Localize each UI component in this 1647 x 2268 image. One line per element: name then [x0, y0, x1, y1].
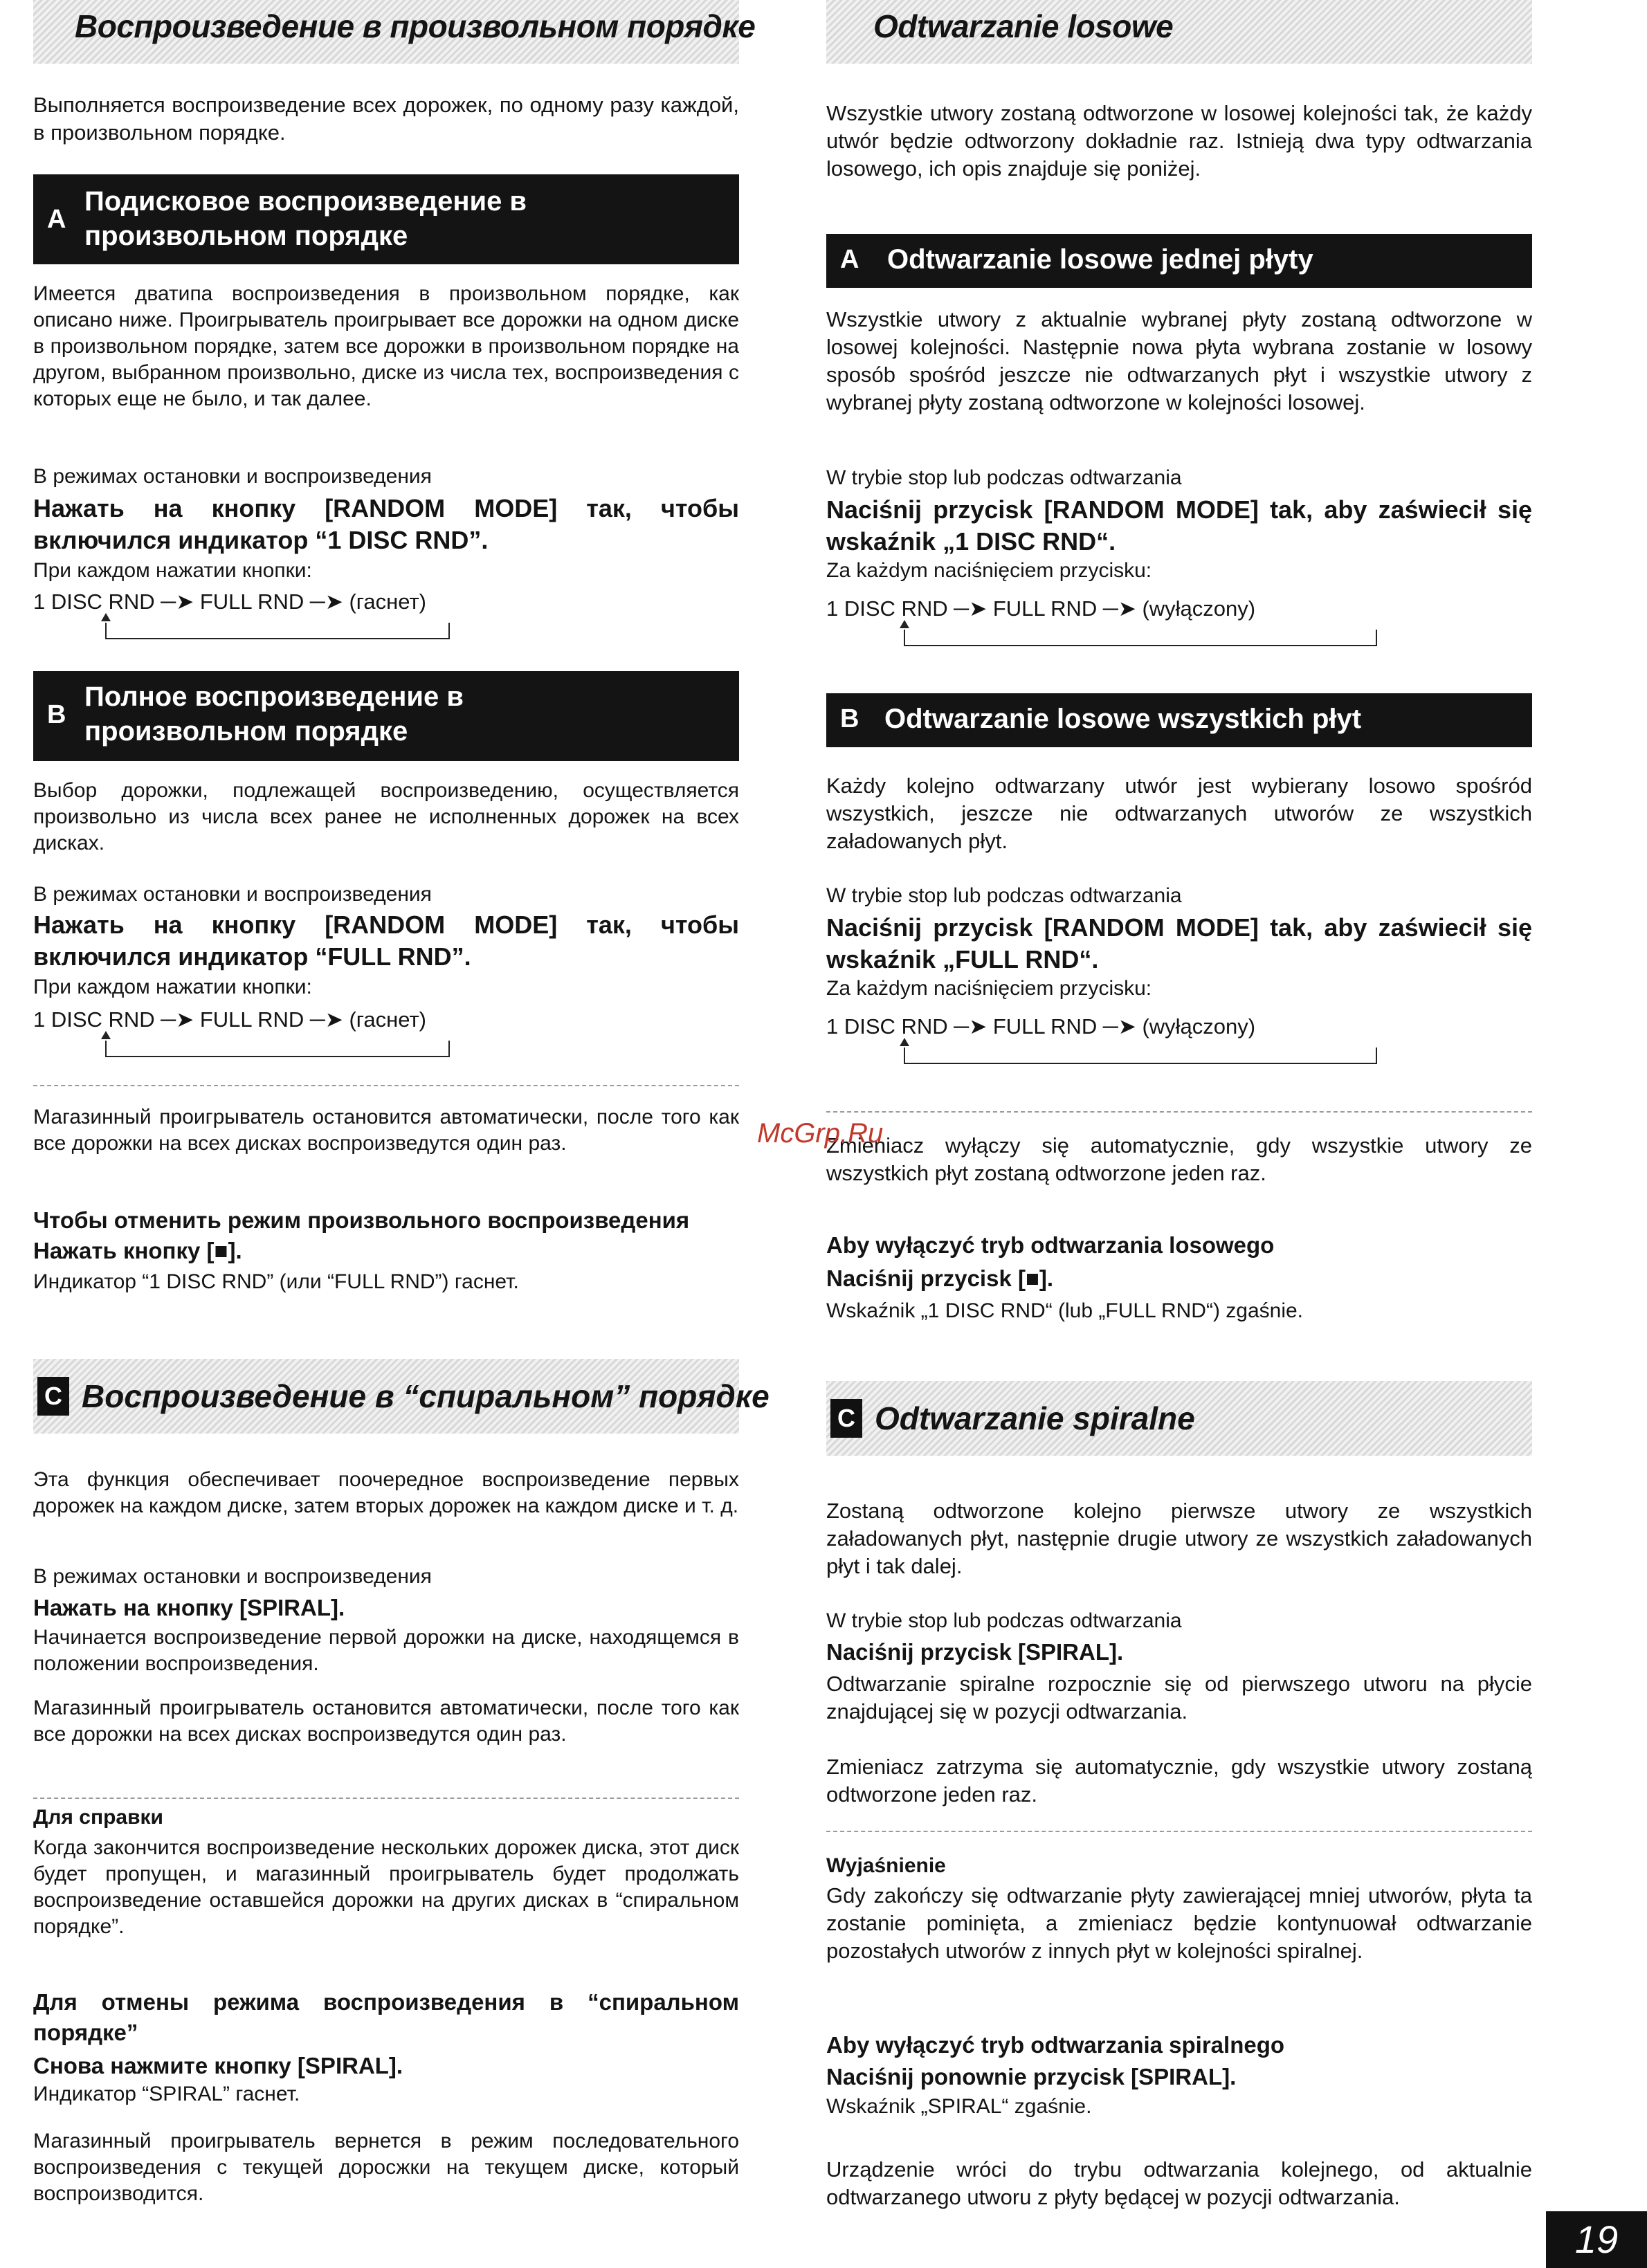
- page-title-pl: Odtwarzanie losowe: [826, 0, 1532, 64]
- section-b-sequence-pl: 1 DISC RND ─➤ FULL RND ─➤ (wyłączony): [826, 1014, 1256, 1039]
- section-a-sequence-ru: 1 DISC RND ─➤ FULL RND ─➤ (гаснет): [33, 589, 426, 614]
- cancel-press-pl: Naciśnij przycisk [■].: [826, 1265, 1054, 1291]
- cancel-heading-pl: Aby wyłączyć tryb odtwarzania losowego: [826, 1232, 1275, 1258]
- section-b-heading-line1: Полное воспроизведение в: [84, 682, 464, 712]
- section-b-letter: B: [47, 700, 66, 729]
- spiral-return-note-ru: Магазинный проигрыватель вернется в режим последовательного воспроизведения с текущей доросжки на текущем диске, который воспроизводится.: [33, 2130, 739, 2205]
- section-b-body-pl: Każdy kolejno odtwarzany utwór jest wybierany losowo spośród wszystkich, jeszcze nie odtwarzanych utworów ze wszystkich załadowanych płyt.: [826, 774, 1532, 853]
- section-b-each-press-pl: Za każdym naciśnięciem przycisku:: [826, 977, 1152, 1000]
- return-arrow-icon: [904, 630, 1377, 646]
- spiral-cancel-press-ru: Снова нажмите кнопку [SPIRAL].: [33, 2053, 403, 2078]
- section-c-mode-pl: W trybie stop lub podczas odtwarzania: [826, 1609, 1182, 1632]
- section-b-letter: B: [840, 704, 859, 733]
- section-a-mode-ru: В режимах остановки и воспроизведения: [33, 465, 432, 488]
- cancel-note-ru: Индикатор “1 DISC RND” (или “FULL RND”) гаснет.: [33, 1270, 519, 1293]
- return-arrow-icon: [904, 1048, 1377, 1064]
- section-a-mode-pl: W trybie stop lub podczas odtwarzania: [826, 466, 1182, 489]
- watermark: McGrp.Ru: [757, 1118, 884, 1149]
- page-title-ru: Воспроизведение в произвольном порядке: [33, 0, 739, 64]
- section-a-header-pl: [826, 234, 1532, 288]
- section-c-title-pl: Odtwarzanie spiralne: [875, 1400, 1195, 1436]
- section-a-header-ru: [33, 174, 739, 264]
- section-a-letter: A: [840, 245, 859, 274]
- section-a-heading-pl: Odtwarzanie losowe jednej płyty: [887, 244, 1313, 275]
- spiral-cancel-heading-ru: Для отмены режима воспроизведения в “спиральном порядке”: [33, 1989, 739, 2045]
- cancel-press-ru: Нажать кнопку [■].: [33, 1238, 242, 1263]
- reference-heading-pl: Wyjaśnienie: [826, 1854, 946, 1877]
- section-b-instruction-pl: Naciśnij przycisk [RANDOM MODE] tak, aby zaświecił się wskaźnik „FULL RND“.: [826, 913, 1532, 973]
- section-c-mode-ru: В режимах остановки и воспроизведения: [33, 1565, 432, 1588]
- section-b-header-ru: [33, 671, 739, 761]
- spiral-cancel-note-ru: Индикатор “SPIRAL” гаснет.: [33, 2083, 300, 2105]
- section-c-start-note-pl: Odtwarzanie spiralne rozpocznie się od pierwszego utworu na płycie znajdującej się w pozycji odtwarzania.: [826, 1672, 1532, 1723]
- section-a-letter: A: [47, 205, 66, 234]
- section-c-header-ru: [33, 1359, 770, 1434]
- reference-heading-ru: Для справки: [33, 1806, 163, 1829]
- section-b-body-ru: Выбор дорожки, подлежащей воспроизведению, осуществляется произвольно из числа всех ранее не исполненных дорожек на всех дисках.: [33, 779, 739, 854]
- section-a-heading-line1: Подисковое воспроизведение в: [84, 186, 527, 217]
- spiral-return-note-pl: Urządzenie wróci do trybu odtwarzania kolejnego, od aktualnie odtwarzanego utworu z płyty będącej w pozycji odtwarzania.: [826, 2157, 1532, 2209]
- cancel-heading-ru: Чтобы отменить режим произвольного воспроизведения: [33, 1207, 690, 1233]
- section-c-start-note-ru: Начинается воспроизведение первой дорожки на диске, находящемся в положении воспроизведения.: [33, 1626, 739, 1675]
- section-c-title-ru: Воспроизведение в “спиральном” порядке: [82, 1378, 770, 1414]
- section-c-letter: C: [37, 1377, 69, 1416]
- reference-body-ru: Когда закончится воспроизведение нескольких дорожек диска, этот диск будет пропущен, и магазинный проигрыватель будет продолжать воспроизведение оставшейся дорожки на других дисках в “спиральном порядке”.: [33, 1836, 739, 1938]
- section-a-each-press-pl: Za każdym naciśnięciem przycisku:: [826, 559, 1152, 582]
- section-c-header-pl: [826, 1381, 1532, 1456]
- cancel-note-pl: Wskaźnik „1 DISC RND“ (lub „FULL RND“) zgaśnie.: [826, 1299, 1304, 1322]
- section-b-sequence-ru: 1 DISC RND ─➤ FULL RND ─➤ (гаснет): [33, 1007, 426, 1032]
- section-a-each-press-ru: При каждом нажатии кнопки:: [33, 559, 312, 582]
- section-b-each-press-ru: При каждом нажатии кнопки:: [33, 976, 312, 998]
- divider: [33, 1085, 739, 1086]
- section-a-body-pl: Wszystkie utwory z aktualnie wybranej płyty zostaną odtworzone w losowej kolejności. Następnie nowa płyta wybrana zostanie w losowy sposób spośród jeszcze nie odtwarzanych płyt i wszystkie utwory z wybranej płyty zostaną odtworzone w kolejności losowej.: [826, 307, 1532, 414]
- section-a-instruction-pl: Naciśnij przycisk [RANDOM MODE] tak, aby zaświecił się wskaźnik „1 DISC RND“.: [826, 495, 1532, 556]
- section-a-heading-line2: произвольном порядке: [84, 221, 408, 251]
- section-b-heading-line2: произвольном порядке: [84, 716, 408, 747]
- divider: [826, 1831, 1532, 1832]
- section-c-letter: C: [830, 1399, 862, 1438]
- auto-stop-ru: Магазинный проигрыватель остановится автоматически, после того как все дорожки на всех дисках воспроизведутся один раз.: [33, 1106, 739, 1155]
- intro-pl: Wszystkie utwory zostaną odtworzone w losowej kolejności tak, że każdy utwór będzie odtworzony dokładnie raz. Istnieją dwa typy odtwarzania losowego, ich opis znajduje się poniżej.: [826, 101, 1532, 181]
- section-b-header-pl: [826, 693, 1532, 747]
- section-c-auto-stop-ru: Магазинный проигрыватель остановится автоматически, после того как все дорожки на всех дисках воспроизведутся один раз.: [33, 1697, 739, 1746]
- divider: [826, 1111, 1532, 1113]
- section-c-body-ru: Эта функция обеспечивает поочередное воспроизведение первых дорожек на каждом диске, затем вторых дорожек на каждом диске и т. д.: [33, 1468, 739, 1517]
- section-c-instruction-pl: Naciśnij przycisk [SPIRAL].: [826, 1639, 1124, 1665]
- auto-stop-pl: Zmieniacz wyłączy się automatycznie, gdy wszystkie utwory ze wszystkich płyt zostaną odtworzone jeden raz.: [826, 1133, 1532, 1185]
- section-b-mode-pl: W trybie stop lub podczas odtwarzania: [826, 884, 1182, 907]
- section-b-heading-pl: Odtwarzanie losowe wszystkich płyt: [884, 704, 1362, 734]
- reference-body-pl: Gdy zakończy się odtwarzanie płyty zawierającej mniej utworów, płyta ta zostanie pominięta, a zmieniacz będzie kontynuował odtwarzanie pozostałych utworów z innych płyt w kolejności spiralnej.: [826, 1883, 1532, 1963]
- spiral-cancel-press-pl: Naciśnij ponownie przycisk [SPIRAL].: [826, 2064, 1237, 2089]
- page-number: 19: [1546, 2211, 1647, 2268]
- section-a-body-ru: Имеется дватипа воспроизведения в произвольном порядке, как описано ниже. Проигрыватель проигрывает все дорожки на одном диске в произвольном порядке, затем все дорожки в произвольном порядке на другом, выбранном произвольно, диске из числа тех, воспроизведения с которых еще не было, и так далее.: [33, 282, 739, 410]
- section-c-auto-stop-pl: Zmieniacz zatrzyma się automatycznie, gdy wszystkie utwory zostaną odtworzone jeden raz.: [826, 1755, 1532, 1807]
- section-b-mode-ru: В режимах остановки и воспроизведения: [33, 883, 432, 906]
- section-c-body-pl: Zostaną odtworzone kolejno pierwsze utwory ze wszystkich załadowanych płyt, następnie drugie utwory ze wszystkich załadowanych płyt i tak dalej.: [826, 1499, 1532, 1578]
- return-arrow-icon: [105, 623, 450, 639]
- spiral-cancel-note-pl: Wskaźnik „SPIRAL“ zgaśnie.: [826, 2095, 1092, 2118]
- divider: [33, 1798, 739, 1799]
- section-a-sequence-pl: 1 DISC RND ─➤ FULL RND ─➤ (wyłączony): [826, 596, 1256, 621]
- spiral-cancel-heading-pl: Aby wyłączyć tryb odtwarzania spiralnego: [826, 2032, 1285, 2058]
- section-a-instruction-ru: Нажать на кнопку [RANDOM MODE] так, чтобы включился индикатор “1 DISC RND”.: [33, 494, 739, 554]
- intro-ru: Выполняется воспроизведение всех дорожек, по одному разу каждой, в произвольном порядке.: [33, 93, 739, 145]
- return-arrow-icon: [105, 1041, 450, 1057]
- section-c-instruction-ru: Нажать на кнопку [SPIRAL].: [33, 1595, 345, 1620]
- section-b-instruction-ru: Нажать на кнопку [RANDOM MODE] так, чтобы включился индикатор “FULL RND”.: [33, 911, 739, 971]
